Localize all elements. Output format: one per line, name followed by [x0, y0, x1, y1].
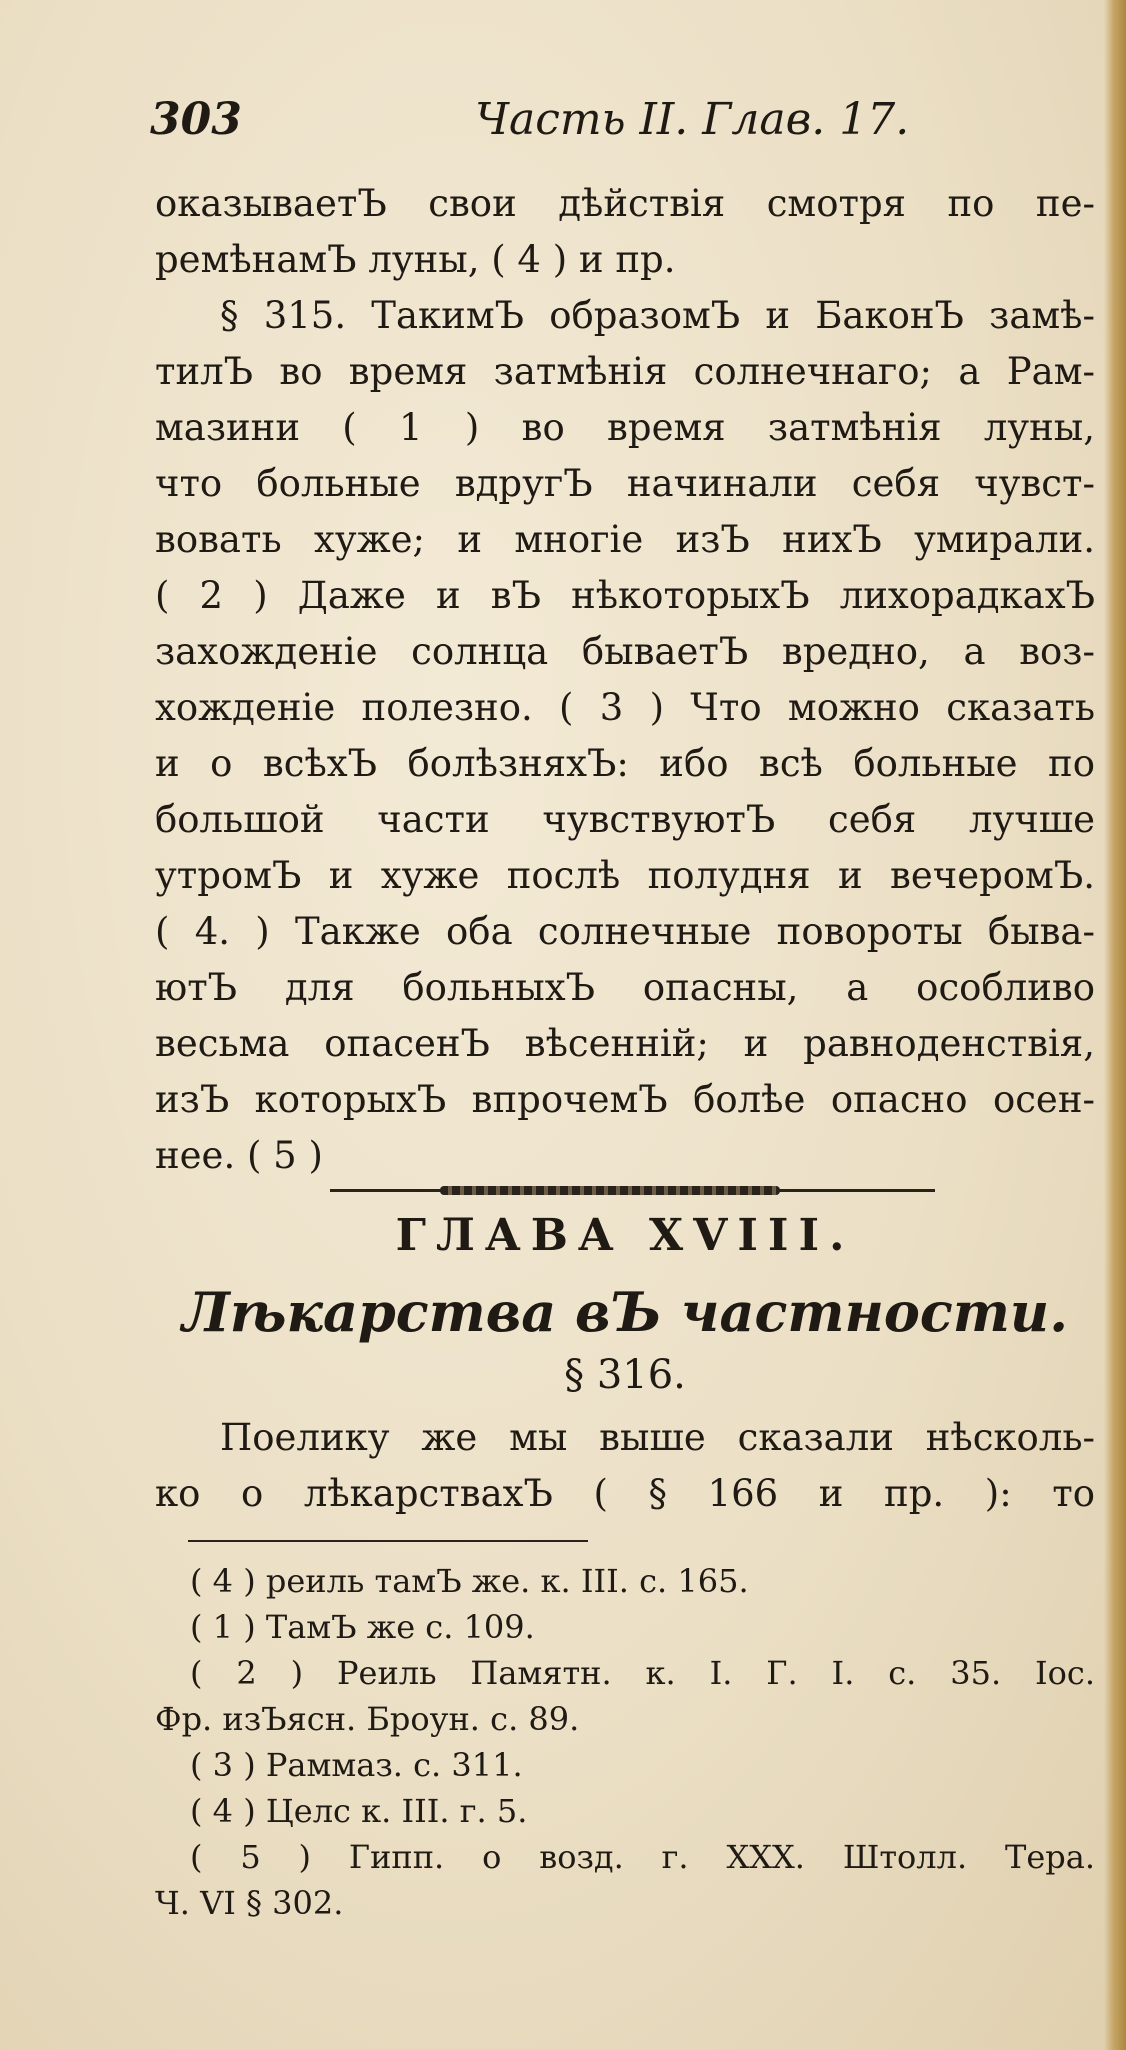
footnote: ( 4 ) реиль тамЪ же. к. III. с. 165.	[190, 1562, 749, 1600]
paragraph-first-line: Поелику же мы выше сказали нѣсколь-	[220, 1416, 1095, 1459]
footnote-rule	[188, 1540, 588, 1542]
page-number: 303	[150, 94, 242, 145]
text-line: ( 4. ) Также оба солнечные повороты быва-	[155, 910, 1095, 953]
chapter-heading: ГЛАВА XVIII.	[395, 1210, 855, 1261]
footnote: ( 2 ) Реиль Памятн. к. I. Г. I. с. 35. Іос.	[190, 1654, 1095, 1692]
text-line: весьма опасенЪ вѣсенній; и равноденствія,	[155, 1022, 1095, 1065]
text-line: тилЪ во время затмѣнія солнечнаго; а Рам-	[155, 350, 1095, 393]
text-line: вовать хуже; и многіе изЪ нихЪ умирали.	[155, 518, 1095, 561]
text-line: мазини ( 1 ) во время затмѣнія луны,	[155, 406, 1095, 449]
text-line: оказываетЪ свои дѣйствія смотря по пе-	[155, 182, 1095, 225]
text-line: ремѣнамЪ луны, ( 4 ) и пр.	[155, 238, 676, 281]
text-line: большой части чувствуютЪ себя лучше	[155, 798, 1095, 841]
rule-ornament-center	[440, 1186, 780, 1195]
chapter-subtitle: Лѣкарства вЪ частности.	[182, 1280, 1068, 1344]
footnote-continuation: Ч. VI § 302.	[155, 1884, 344, 1922]
text-line: хожденіе полезно. ( 3 ) Что можно сказать	[155, 686, 1095, 729]
footnote: ( 1 ) ТамЪ же с. 109.	[190, 1608, 535, 1646]
ornamental-rule	[330, 1186, 935, 1194]
section-number: § 316.	[564, 1352, 686, 1398]
footnote-continuation: Фр. изЪясн. Броун. с. 89.	[155, 1700, 580, 1738]
text-line: ( 2 ) Даже и вЪ нѣкоторыхЪ лихорадкахЪ	[155, 574, 1095, 617]
footnote: ( 5 ) Гипп. о возд. г. XXX. Штолл. Тера.	[190, 1838, 1095, 1876]
text-line: утромЪ и хуже послѣ полудня и вечеромЪ.	[155, 854, 1095, 897]
text-line: ко о лѣкарствахЪ ( § 166 и пр. ): то	[155, 1472, 1095, 1515]
text-line: захожденіе солнца бываетЪ вредно, а воз-	[155, 630, 1095, 673]
text-line: что больные вдругЪ начинали себя чувст-	[155, 462, 1095, 505]
paragraph-first-line: § 315. ТакимЪ образомЪ и БаконЪ замѣ-	[220, 294, 1095, 337]
text-line: изЪ которыхЪ впрочемЪ болѣе опасно осен-	[155, 1078, 1095, 1121]
text-line: ютЪ для больныхЪ опасны, а особливо	[155, 966, 1095, 1009]
footnote: ( 3 ) Раммаз. с. 311.	[190, 1746, 523, 1784]
page-header	[150, 94, 950, 154]
text-line: нее. ( 5 )	[155, 1134, 323, 1177]
running-title: Часть II. Глав. 17.	[475, 94, 910, 145]
text-line: и о всѣхЪ болѣзняхЪ: ибо всѣ больные по	[155, 742, 1095, 785]
page-edge	[1104, 0, 1126, 2050]
footnote: ( 4 ) Целс к. III. г. 5.	[190, 1792, 528, 1830]
